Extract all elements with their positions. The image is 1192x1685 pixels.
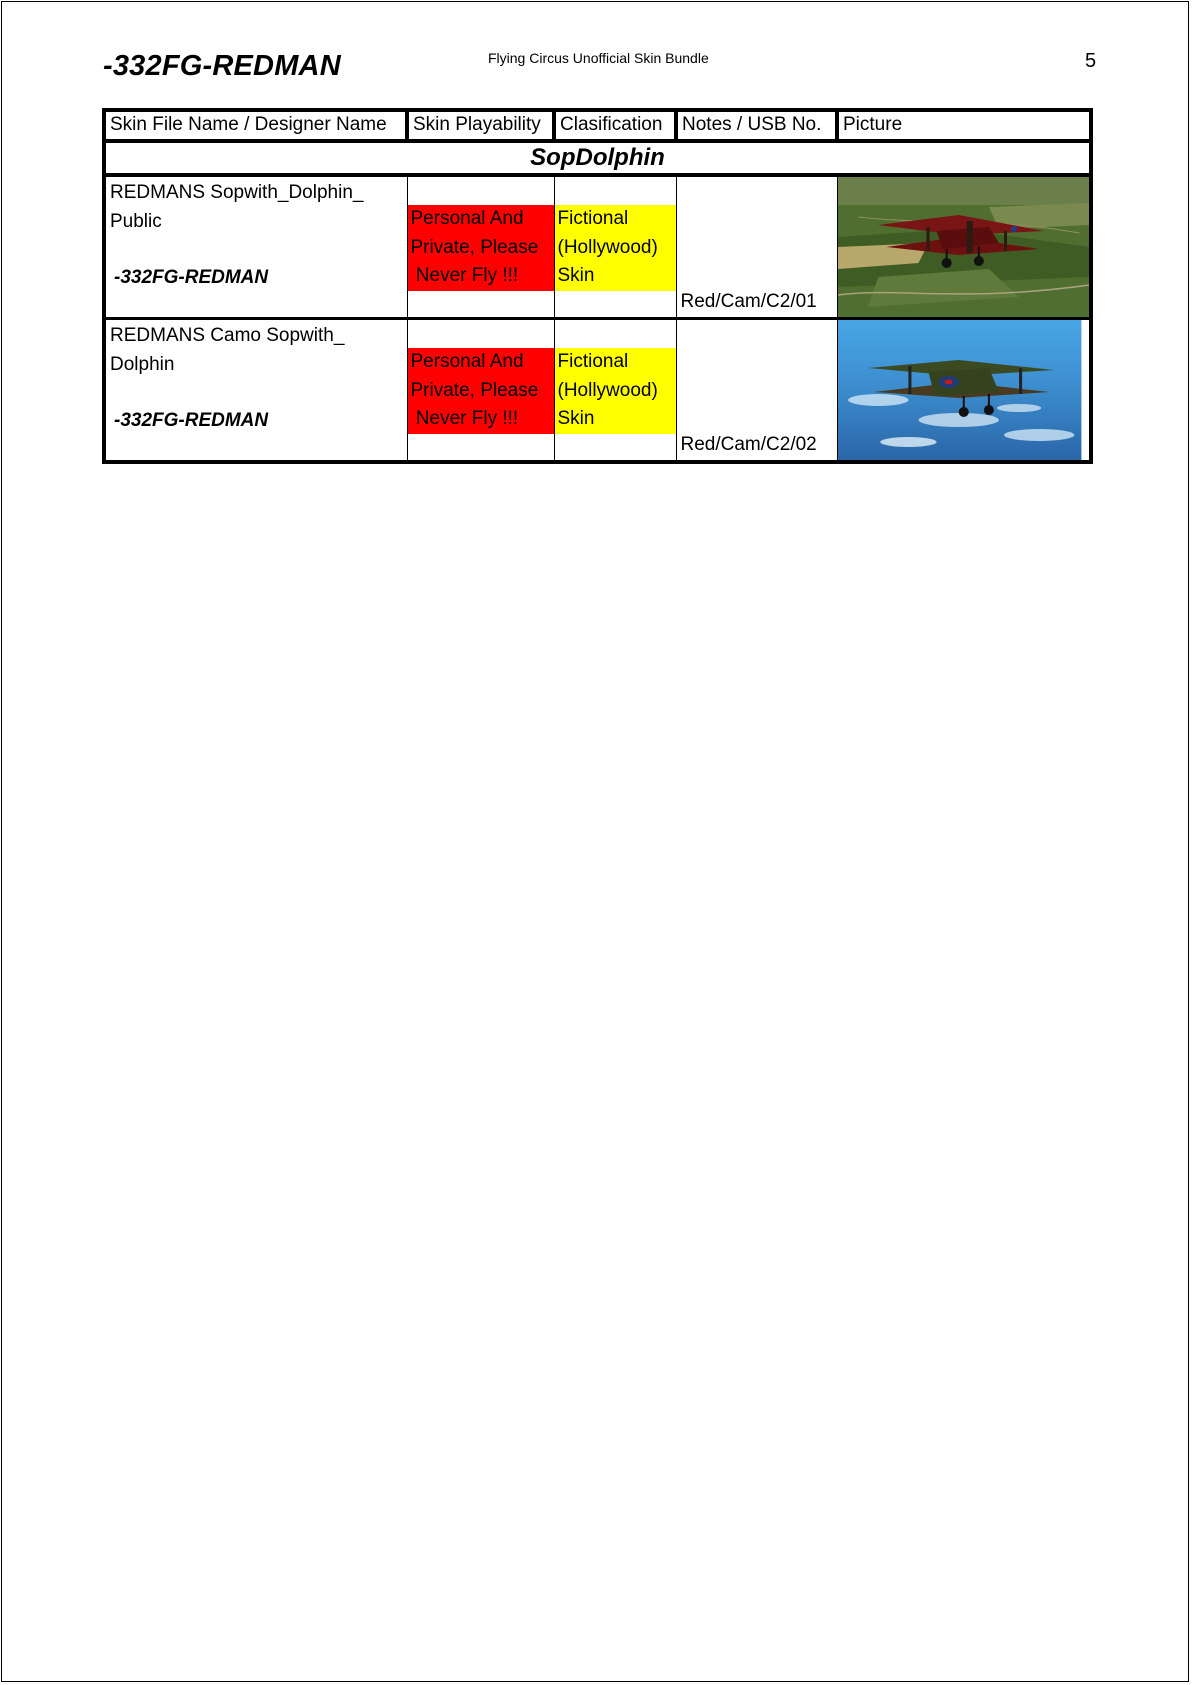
skin-picture-red-biplane xyxy=(838,177,1090,317)
skin-file-name-line: Dolphin xyxy=(110,353,175,375)
section-title: SopDolphin xyxy=(104,141,1091,175)
table-row xyxy=(104,319,1091,463)
classification-line: Skin xyxy=(555,405,676,434)
playability-line: Personal And xyxy=(408,348,554,377)
column-header-notes: Notes / USB No. xyxy=(676,110,837,141)
picture-cell xyxy=(837,175,1091,319)
usb-number: Red/Cam/C2/02 xyxy=(680,434,817,455)
document-title: -332FG-REDMAN xyxy=(103,50,341,82)
skin-file-name xyxy=(106,320,407,379)
skin-file-name-line: REDMANS Sopwith_Dolphin_ xyxy=(110,182,364,203)
skin-table-container xyxy=(102,108,1089,464)
designer-name: -332FG-REDMAN xyxy=(114,267,269,288)
classification-line: (Hollywood) xyxy=(555,377,676,406)
table-row xyxy=(104,175,1091,319)
classification-line: Fictional xyxy=(555,348,676,377)
column-header-playability: Skin Playability xyxy=(407,110,554,141)
playability-line: Private, Please xyxy=(408,377,554,406)
playability-line: Personal And xyxy=(408,205,554,234)
classification-line: Fictional xyxy=(555,205,676,234)
playability-line: Never Fly !!! xyxy=(408,405,554,434)
picture-cell xyxy=(837,319,1091,463)
column-header-picture: Picture xyxy=(837,110,1091,141)
column-header-classification: Clasification xyxy=(554,110,676,141)
section-row xyxy=(104,141,1091,175)
usb-number: Red/Cam/C2/01 xyxy=(680,291,817,312)
page-number: 5 xyxy=(1085,50,1097,72)
classification-line: (Hollywood) xyxy=(555,234,676,263)
designer-name: -332FG-REDMAN xyxy=(114,410,269,431)
skin-file-name xyxy=(106,177,407,236)
playability-cell xyxy=(407,319,554,463)
table-header-row xyxy=(104,110,1091,141)
notes-cell xyxy=(676,319,837,463)
skin-name-cell xyxy=(104,319,407,463)
classification-cell xyxy=(554,175,676,319)
skin-file-name-line: REDMANS Camo Sopwith_ xyxy=(110,325,345,346)
playability-cell xyxy=(407,175,554,319)
playability-line: Private, Please xyxy=(408,234,554,263)
notes-cell xyxy=(676,175,837,319)
skin-picture-camo-biplane xyxy=(838,320,1090,460)
classification-line: Skin xyxy=(555,262,676,291)
skin-table xyxy=(102,108,1093,464)
column-header-skin-name: Skin File Name / Designer Name xyxy=(104,110,407,141)
playability-line: Never Fly !!! xyxy=(408,262,554,291)
classification-cell xyxy=(554,319,676,463)
skin-name-cell xyxy=(104,175,407,319)
skin-file-name-line: Public xyxy=(110,210,162,232)
bundle-title: Flying Circus Unofficial Skin Bundle xyxy=(488,50,709,66)
